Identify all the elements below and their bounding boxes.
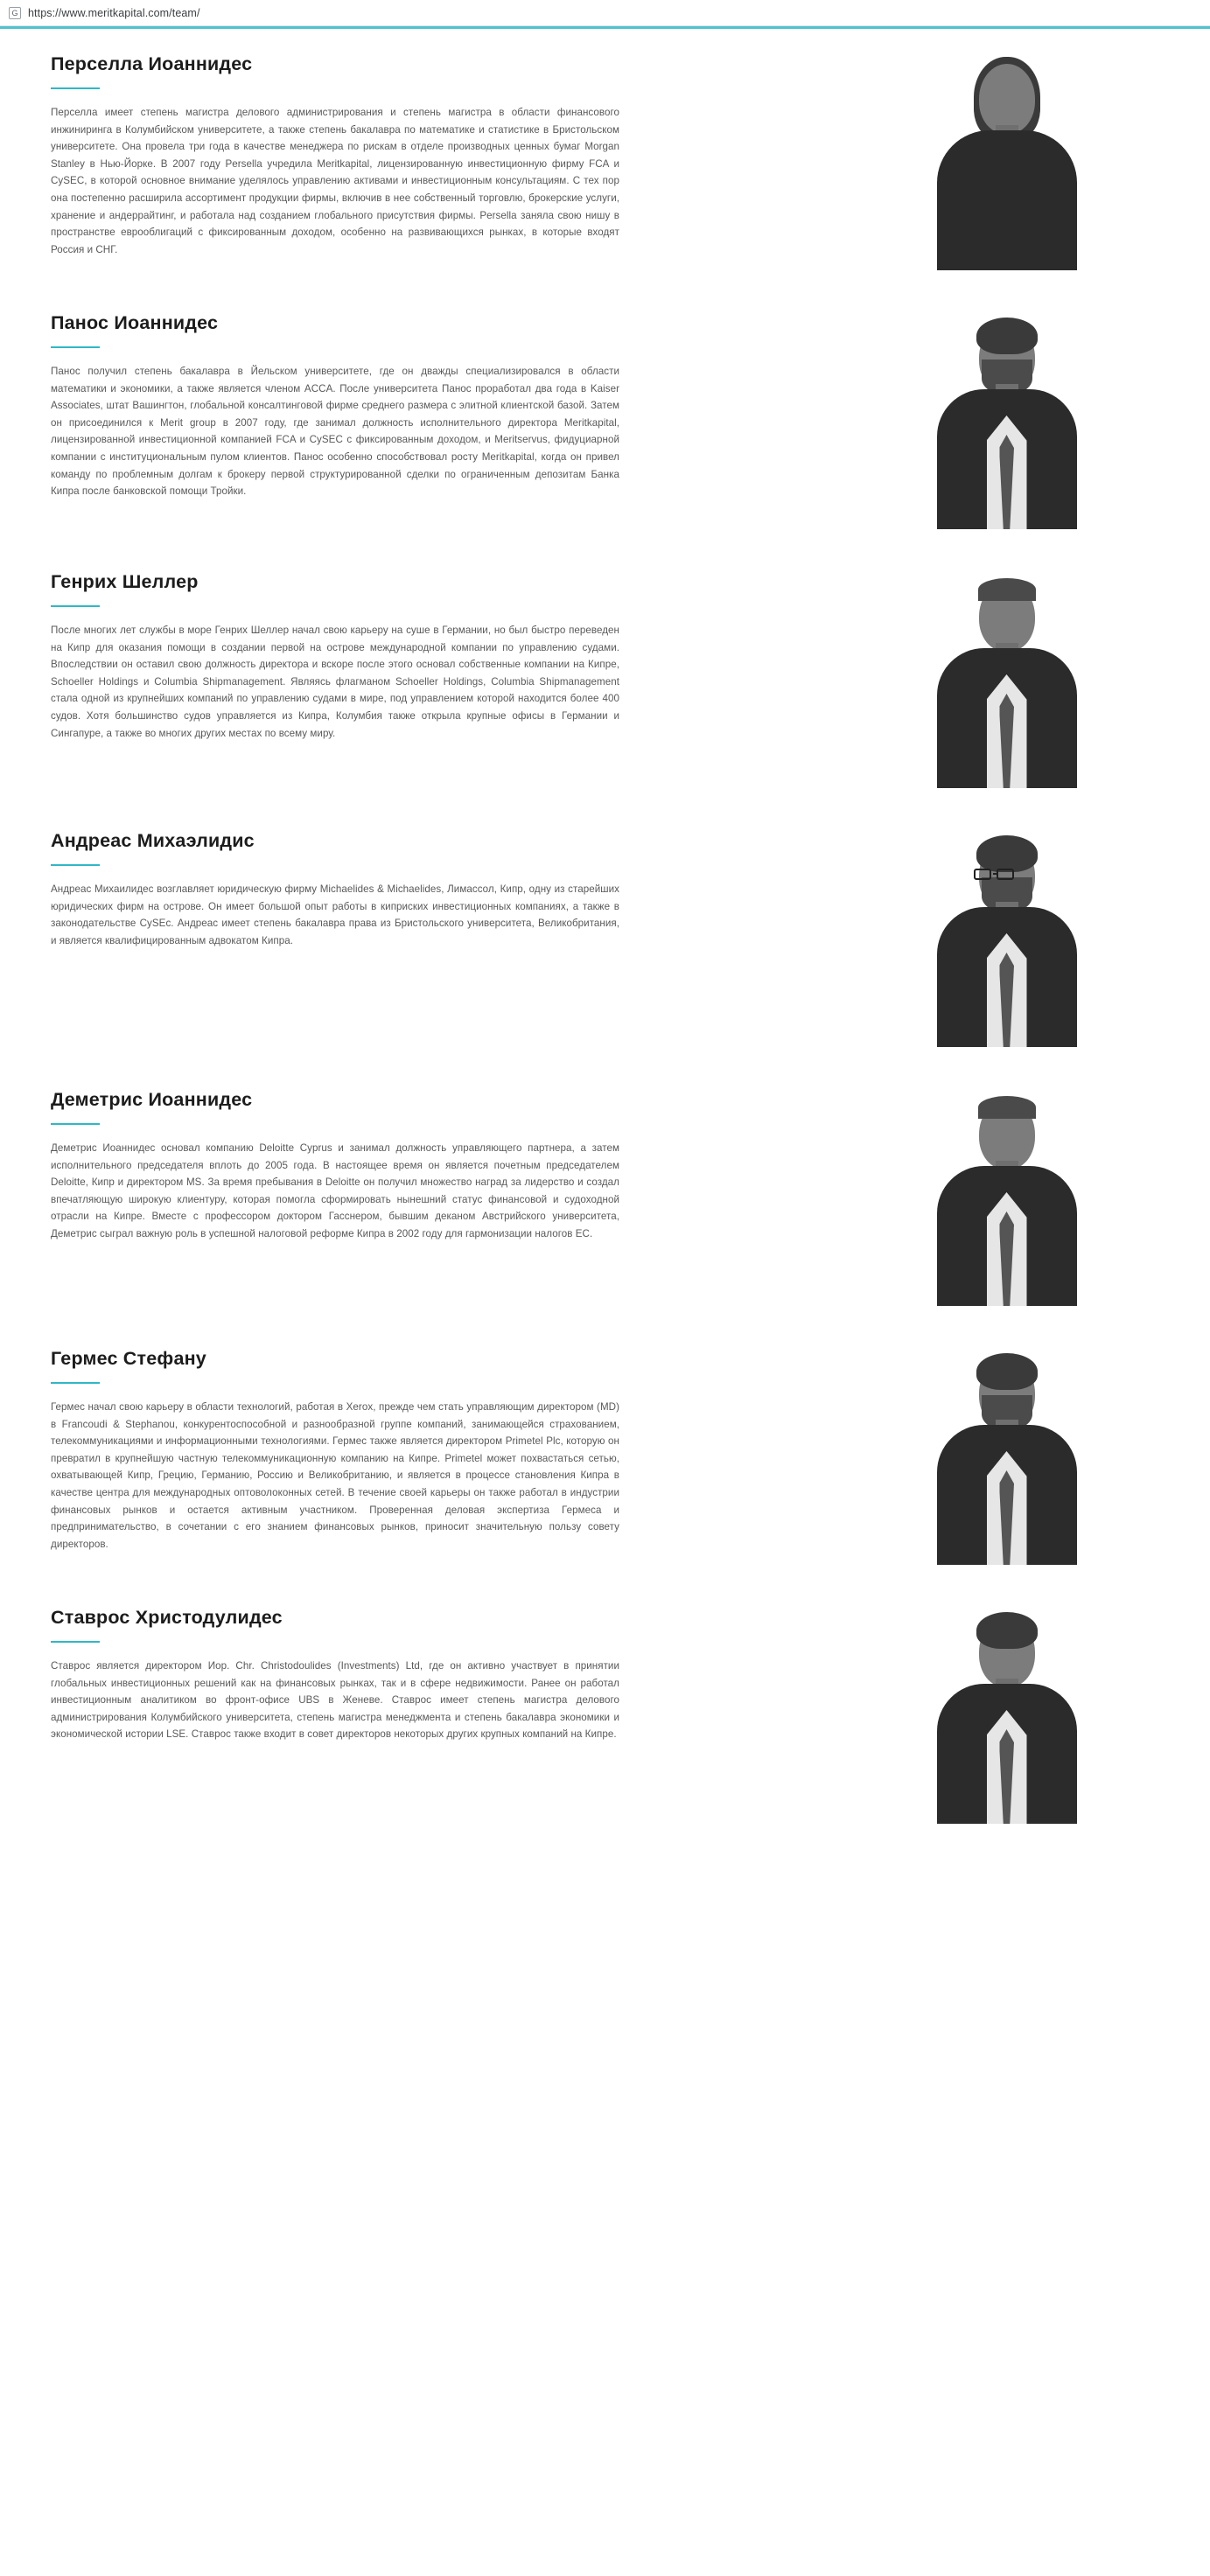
member-photo-wrap [856,1605,1158,1824]
member-text [51,52,856,258]
team-member-card [0,1605,1210,1824]
team-member-card [0,828,1210,1047]
member-photo-wrap [856,828,1158,1047]
member-name: Ставрос Христодулидес [51,1607,283,1628]
team-member-card [0,52,1210,270]
member-bio: Андреас Михаилидес возглавляет юридическую фирму Michaelides & Michaelides, Лимассол, Кипр, одну из старейших юридических фирм на острове. Он имеет большой опыт работы в киприских инвестиционных компаниях, а также в законодательстве CySEc. Андреас имеет степень бакалавра права из Бристольского университета, Великобритания, и является квалифицированным адвокатом Кипра. [51,883,619,946]
member-portrait [920,311,1095,529]
member-portrait [920,1087,1095,1306]
member-name: Андреас Михаэлидис [51,830,255,851]
member-text [51,828,856,949]
member-photo-wrap [856,311,1158,529]
member-bio: После многих лет службы в море Генрих Шеллер начал свою карьеру на суше в Германии, но был быстро переведен на Кипр для оказания помощи в создании первой на острове международной компании по управлению судами. Впоследствии он оставил свою должность директора и вскоре после этого основал собственные компании на Кипре, Schoeller Holdings и Columbia Shipmanagement. Являясь флагманом Schoeller Holdings, Columbia Shipmanagement стала одной из крупнейших компаний по управлению судами в мире, под управлением которой находится более 400 судов. Хотя большинство судов управляется из Кипра, Колумбия также открыла крупные офисы в Германии и Сингапуре, а также во многих других местах по всему миру. [51,625,619,739]
team-page [0,29,1210,1899]
member-text [51,569,856,742]
member-text [51,311,856,500]
title-underline [51,605,100,607]
member-bio: Деметрис Иоаннидес основал компанию Deloitte Cyprus и занимал должность управляющего партнера, а затем исполнительного председателя вплоть до 2005 года. В настоящее время он является почетным председателем Deloitte, Кипр и директором MS. За время пребывания в Deloitte он получил множество наград за лидерство и создал впечатляющую широкую клиентуру, которая помогла сформировать нынешний статус финансовой и судоходной отрасли на Кипре. Вместе с профессором доктором Гасснером, бывшим деканом Австрийского университета, Деметрис сыграл важную роль в успешной налоговой реформе Кипра в 2002 году для гармонизации налогов ЕС. [51,1142,619,1239]
member-bio: Панос получил степень бакалавра в Йельском университете, где он дважды специализировался в области математики и экономики, а также является членом ACCA. После университета Панос проработал два года в Kaiser Associates, штат Вашингтон, глобальной консалтинговой фирме среднего размера с элитной клиентской базой. Затем он присоединился к Merit group в 2007 году, где занимал должность исполнительного директора Meritkapital, лицензированной инвестиционной компанией FCA и CySEC с фиксированным доходом, и Meritservus, фидуциарной компании с институциональным пулом клиентов. Панос особенно способствовал росту Meritkapital, когда он привел команду по проблемным долгам к брокеру первой структурированной сделки по ограниченным депозитам Банка Кипра после банковской помощи Тройки. [51,366,619,498]
site-favicon-icon: G [9,7,21,19]
member-photo-wrap [856,1087,1158,1306]
member-bio: Перселла имеет степень магистра делового администрирования и степень магистра в области финансового инжиниринга в Колумбийском университете, а также степень бакалавра по математике и статистике в Бристольском университете. Она провела три года в качестве менеджера по рискам в отделе производных ценных бумаг Morgan Stanley в Нью-Йорке. В 2007 году Persella учредила Meritkapital, лицензированную инвестиционную фирму FCA и CySEC, в которой основное внимание уделялось управлению активами и инвестиционным консультациям. С тех пор она постепенно расширила ассортимент продукции фирмы, включив в нее собственный торговлю, брокерские услуги, хранение и андеррайтинг, и работала над созданием глобального присутствия фирмы. Persella заняла свою нишу в пространстве еврооблигаций с фиксированным доходом, особенно на развивающихся рынках, в которые входят Россия и СНГ. [51,107,619,255]
title-underline [51,1641,100,1643]
member-text [51,1087,856,1243]
title-underline [51,1382,100,1384]
member-name: Перселла Иоаннидес [51,53,253,74]
title-underline [51,864,100,866]
team-member-card [0,311,1210,529]
team-member-card [0,1346,1210,1565]
team-member-card [0,569,1210,788]
accent-divider [0,26,1210,29]
member-photo-wrap [856,52,1158,270]
title-underline [51,1123,100,1125]
member-portrait [920,52,1095,270]
team-member-card [0,1087,1210,1306]
member-name: Гермес Стефану [51,1348,206,1369]
member-name: Панос Иоаннидес [51,312,219,333]
member-portrait [920,569,1095,788]
member-name: Генрих Шеллер [51,571,199,592]
title-underline [51,346,100,348]
url-text[interactable]: https://www.meritkapital.com/team/ [28,6,200,19]
member-portrait [920,1346,1095,1565]
member-portrait [920,828,1095,1047]
member-photo-wrap [856,569,1158,788]
member-text [51,1346,856,1553]
member-text [51,1605,856,1743]
browser-url-bar[interactable] [0,0,1210,26]
member-photo-wrap [856,1346,1158,1565]
member-portrait [920,1605,1095,1824]
member-name: Деметрис Иоаннидес [51,1089,253,1110]
member-bio: Ставрос является директором Иор. Chr. Christodoulides (Investments) Ltd, где он активно участвует в принятии глобальных инвестиционных решений как на финансовых рынках, так и в сфере недвижимости. Ранее он работал инвестиционным аналитиком во фронт-офисе UBS в Женеве. Ставрос имеет степень магистра делового администрирования Колумбийского университета, степень магистра менеджмента и степень бакалавра экономики и экономической истории LSE. Ставрос также входит в совет директоров некоторых других крупных компаний на Кипре. [51,1660,619,1741]
member-bio: Гермес начал свою карьеру в области технологий, работая в Xerox, прежде чем стать управляющим директором (MD) в Francoudi & Stephanou, конкурентоспособной и разнообразной группе компаний, занимающейся страхованием, телекоммуникациями и информационными технологиями. Гермес также является директором Primetel Plc, которую он превратил в крупнейшую частную телекоммуникационную компанию на Кипре. Primetel может похвастаться сетью, охватывающей Кипр, Грецию, Германию, Россию и Великобританию, и является в процессе становления Кипра в качестве центра для международных оптоволоконных сетей. В течение своей карьеры он также работал в индустрии финансовых рынков и остается активным участником. Проверенная деловая экспертиза Гермеса и предпринимательство, в сочетании с его знанием финансовых рынков, приносит значительную пользу совету директоров. [51,1401,619,1550]
title-underline [51,87,100,89]
